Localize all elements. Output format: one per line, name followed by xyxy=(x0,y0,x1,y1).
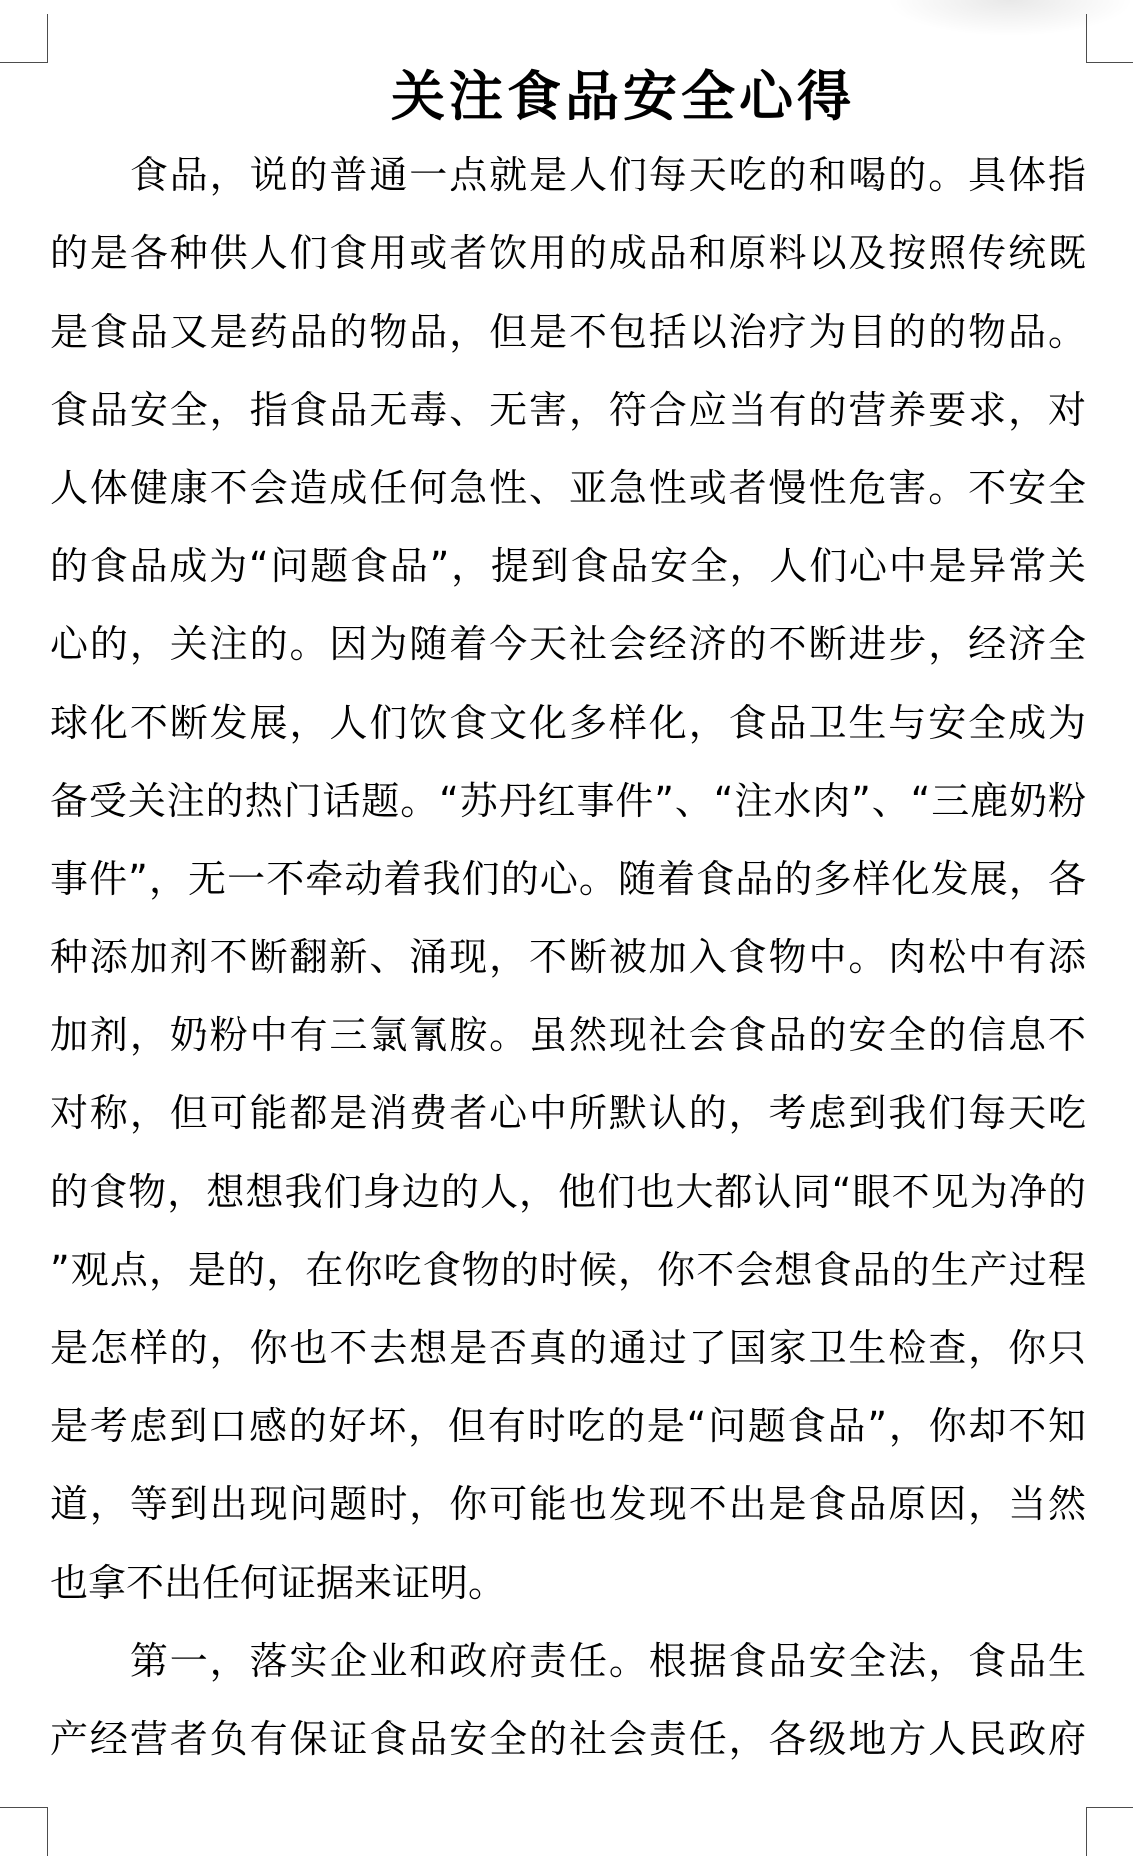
crop-mark-bottom-right xyxy=(1086,1807,1133,1856)
text-line: 加剂，奶粉中有三氯氰胺。虽然现社会食品的安全的信息不 xyxy=(50,1013,1086,1058)
text-line: 的食物，想想我们身边的人，他们也大都认同“眼不见为净的 xyxy=(50,1169,1086,1214)
text-line: 第一，落实企业和政府责任。根据食品安全法，食品生 xyxy=(50,1638,1086,1683)
text-line: 食品，说的普通一点就是人们每天吃的和喝的。具体指 xyxy=(50,153,1086,198)
text-line: 备受关注的热门话题。“苏丹红事件”、“注水肉”、“三鹿奶粉 xyxy=(50,778,1086,823)
text-line: ”观点，是的，在你吃食物的时候，你不会想食品的生产过程 xyxy=(50,1247,1086,1292)
text-line: 的食品成为“问题食品”，提到食品安全，人们心中是异常关 xyxy=(50,544,1086,589)
text-line: 是考虑到口感的好坏，但有时吃的是“问题食品”，你却不知 xyxy=(50,1404,1086,1449)
text-line: 球化不断发展，人们饮食文化多样化，食品卫生与安全成为 xyxy=(50,700,1086,745)
text-line: 道，等到出现问题时，你可能也发现不出是食品原因，当然 xyxy=(50,1482,1086,1527)
text-line: 是食品又是药品的物品，但是不包括以治疗为目的的物品。 xyxy=(50,309,1086,354)
crop-mark-bottom-left xyxy=(0,1807,48,1856)
text-line: 产经营者负有保证食品安全的社会责任，各级地方人民政府 xyxy=(50,1716,1086,1761)
text-line-paragraph-end: 也拿不出任何证据来证明。 xyxy=(50,1560,507,1605)
text-line: 心的，关注的。因为随着今天社会经济的不断进步，经济全 xyxy=(50,622,1086,667)
text-line: 事件”，无一不牵动着我们的心。随着食品的多样化发展，各 xyxy=(50,856,1086,901)
text-line: 种添加剂不断翻新、涌现，不断被加入食物中。肉松中有添 xyxy=(50,935,1086,980)
crop-mark-top-right xyxy=(1086,14,1133,63)
text-line: 的是各种供人们食用或者饮用的成品和原料以及按照传统既 xyxy=(50,231,1086,276)
text-line: 食品安全，指食品无毒、无害，符合应当有的营养要求，对 xyxy=(50,387,1086,432)
crop-mark-top-left xyxy=(0,14,48,63)
document-body xyxy=(50,58,1086,1778)
text-line: 是怎样的，你也不去想是否真的通过了国家卫生检查，你只 xyxy=(50,1326,1086,1370)
text-line: 对称，但可能都是消费者心中所默认的，考虑到我们每天吃 xyxy=(50,1091,1086,1136)
text-line: 人体健康不会造成任何急性、亚急性或者慢性危害。不安全 xyxy=(50,465,1086,510)
document-title: 关注食品安全心得 xyxy=(391,65,855,128)
